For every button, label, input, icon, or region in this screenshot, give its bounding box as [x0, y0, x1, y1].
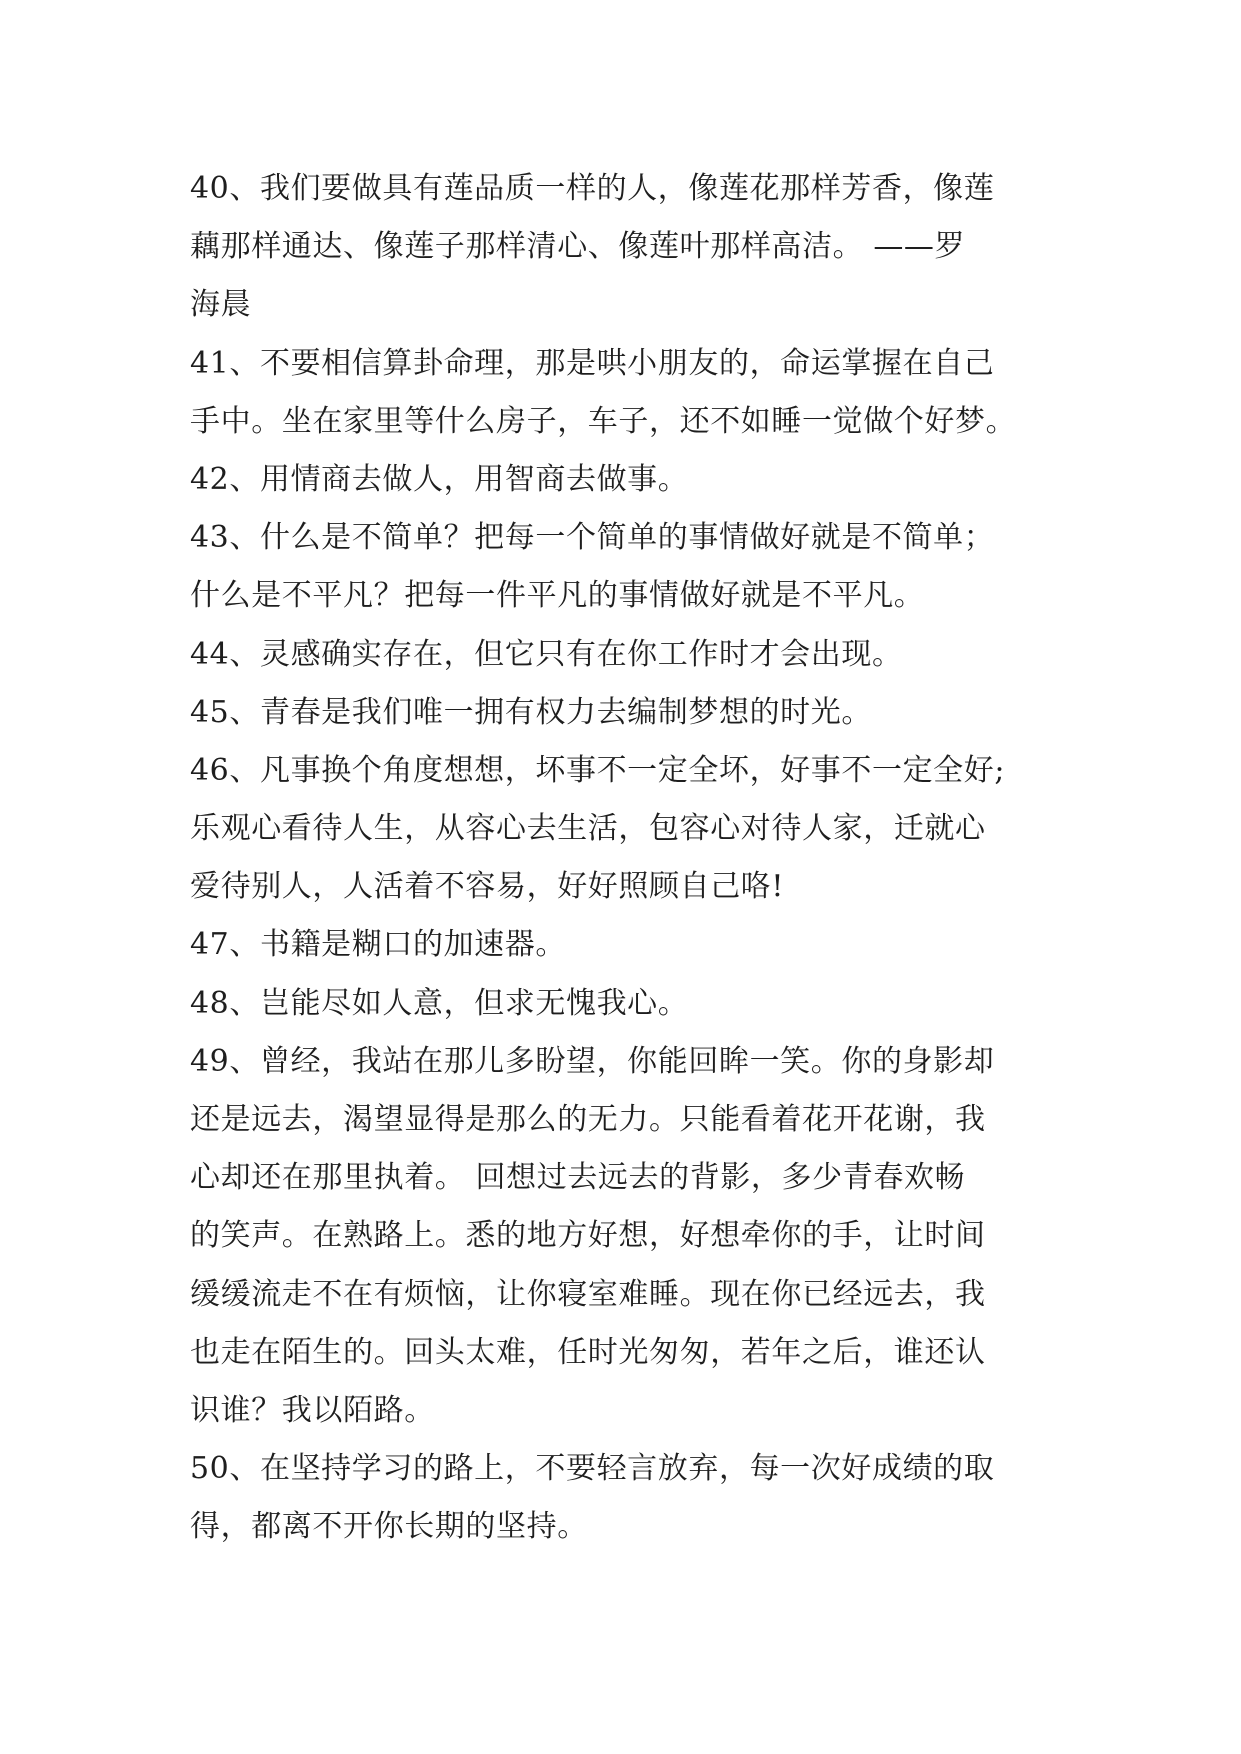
text-line: 49、曾经，我站在那儿多盼望，你能回眸一笑。你的身影却	[190, 1043, 995, 1079]
text-line: 缓缓流走不在有烦恼，让你寝室难睡。现在你已经远去，我	[190, 1276, 986, 1312]
text-line: 43、什么是不简单？把每一个简单的事情做好就是不简单；	[190, 520, 995, 556]
text-line: 识谁？我以陌路。	[190, 1392, 435, 1428]
text-line: 爱待别人，人活着不容易，好好照顾自己咯!	[190, 869, 785, 905]
text-line: 44、灵感确实存在，但它只有在你工作时才会出现。	[190, 636, 903, 672]
text-line: 什么是不平凡？把每一件平凡的事情做好就是不平凡。	[190, 578, 925, 614]
text-line: 48、岂能尽如人意，但求无愧我心。	[190, 985, 689, 1021]
text-line: 45、青春是我们唯一拥有权力去编制梦想的时光。	[190, 694, 872, 730]
text-line: 心却还在那里执着。 回想过去远去的背影，多少青春欢畅	[190, 1160, 966, 1196]
text-line: 50、在坚持学习的路上，不要轻言放弃，每一次好成绩的取	[190, 1451, 995, 1487]
text-line: 还是远去，渴望显得是那么的无力。只能看着花开花谢，我	[190, 1102, 986, 1137]
text-line: 手中。坐在家里等什么房子，车子，还不如睡一觉做个好梦。	[190, 403, 1017, 439]
text-line: 46、凡事换个角度想想，坏事不一定全坏，好事不一定全好;	[190, 752, 1006, 788]
document-body	[190, 160, 1060, 1557]
text-line: 海晨	[190, 287, 252, 323]
text-line: 42、用情商去做人，用智商去做事。	[190, 461, 689, 497]
text-line: 也走在陌生的。回头太难，任时光匆匆，若年之后，谁还认	[190, 1334, 986, 1370]
text-line: 41、不要相信算卦命理，那是哄小朋友的，命运掌握在自己	[190, 345, 995, 381]
text-line: 40、我们要做具有莲品质一样的人，像莲花那样芳香，像莲	[190, 171, 995, 206]
text-line: 藕那样通达、像莲子那样清心、像莲叶那样高洁。 ——罗	[190, 229, 966, 265]
text-line: 47、书籍是糊口的加速器。	[190, 927, 566, 963]
text-line: 得，都离不开你长期的坚持。	[190, 1509, 588, 1545]
text-line: 乐观心看待人生，从容心去生活，包容心对待人家，迁就心	[190, 811, 986, 847]
text-line: 的笑声。在熟路上。悉的地方好想，好想牵你的手，让时间	[190, 1218, 986, 1254]
